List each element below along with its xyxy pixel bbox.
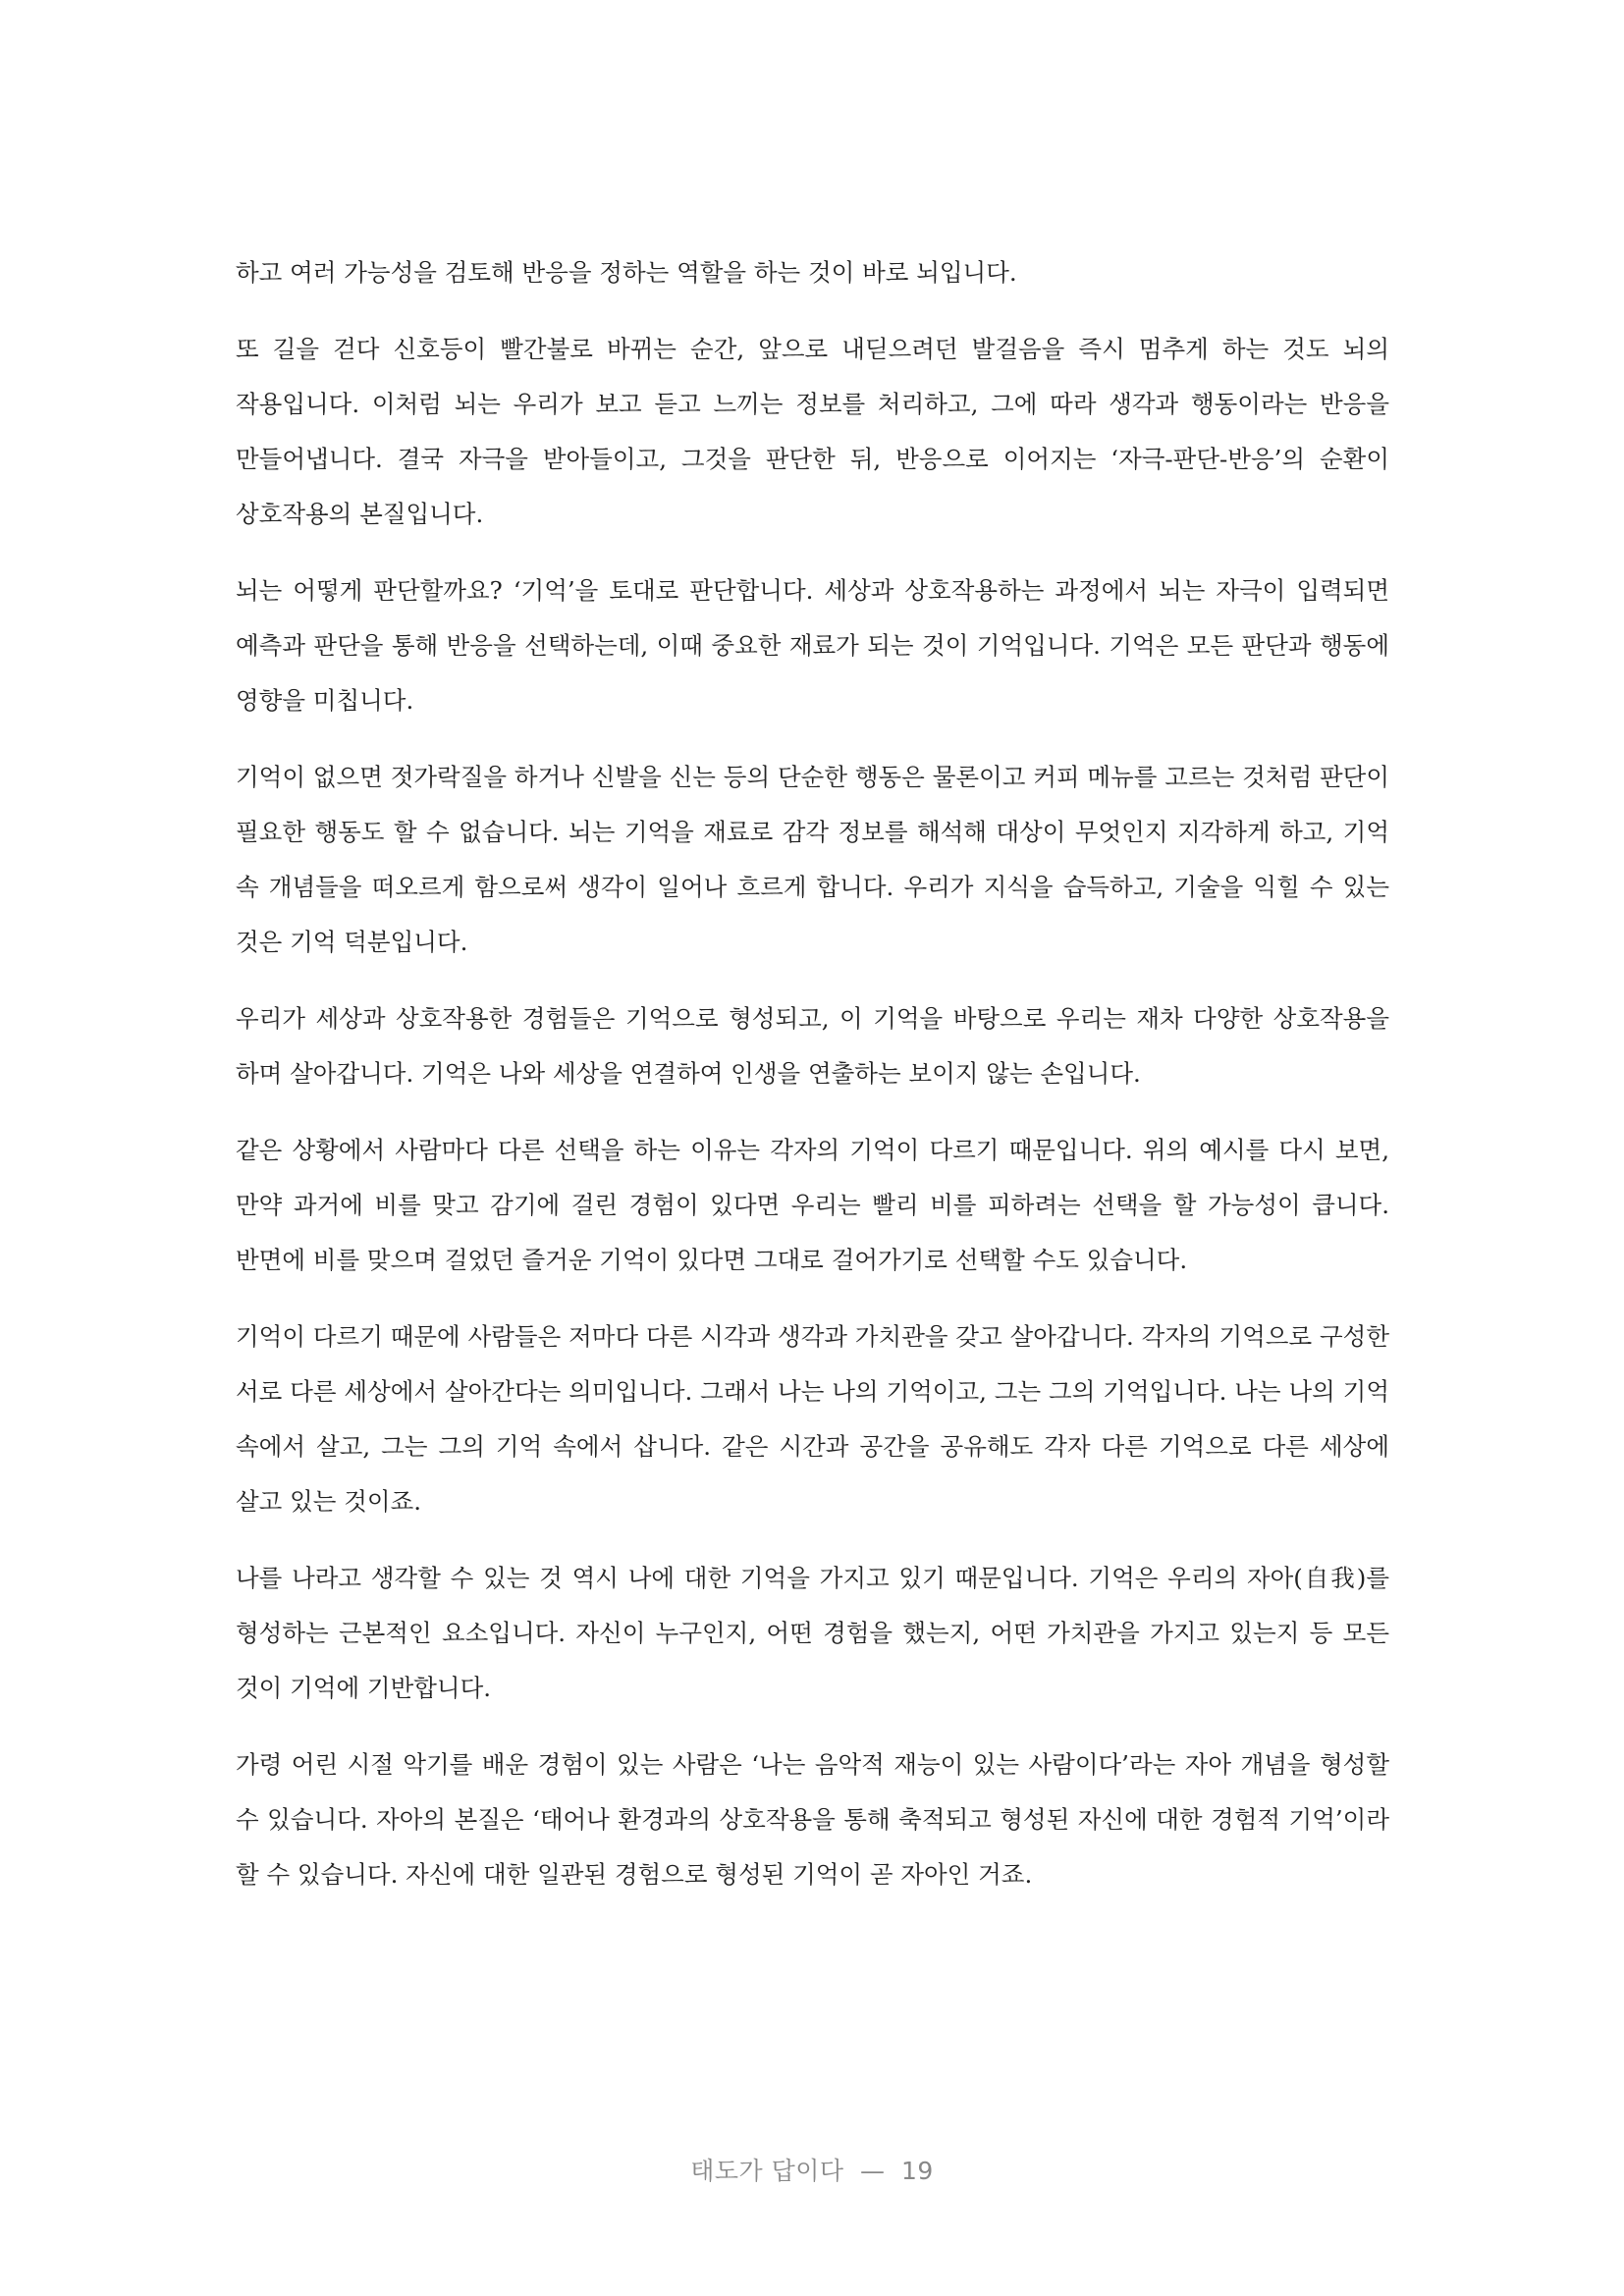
paragraph-9: 가령 어린 시절 악기를 배운 경험이 있는 사람은 ‘나는 음악적 재능이 있는 사람이다’라는 자아 개념을 형성할 수 있습니다. 자아의 본질은 ‘태어나 환경과의 상호작용을 통해 축적되고 형성된 자신에 대한 경험적 기억’이라 할 수 있습니다. 자신에 대한 일관된 경험으로 형성된 기억이 곧 자아인 거죠.: [236, 1750, 1389, 1889]
page-number: 19: [900, 2157, 934, 2185]
paragraph-4: 기억이 없으면 젓가락질을 하거나 신발을 신는 등의 단순한 행동은 물론이고 커피 메뉴를 고르는 것처럼 판단이 필요한 행동도 할 수 없습니다. 뇌는 기억을 재료로 감각 정보를 해석해 대상이 무엇인지 지각하게 하고, 기억 속 개념들을 떠오르게 함으로써 생각이 일어나 흐르게 합니다. 우리가 지식을 습득하고, 기술을 익힐 수 있는 것은 기억 덕분입니다.: [236, 763, 1389, 956]
paragraph-8: 나를 나라고 생각할 수 있는 것 역시 나에 대한 기억을 가지고 있기 때문입니다. 기억은 우리의 자아(自我)를 형성하는 근본적인 요소입니다. 자신이 누구인지, 어떤 경험을 했는지, 어떤 가치관을 가지고 있는지 등 모든 것이 기억에 기반합니다.: [236, 1564, 1389, 1702]
paragraph-5: 우리가 세상과 상호작용한 경험들은 기억으로 형성되고, 이 기억을 바탕으로 우리는 재차 다양한 상호작용을 하며 살아갑니다. 기억은 나와 세상을 연결하여 인생을 연출하는 보이지 않는 손입니다.: [236, 1004, 1389, 1088]
book-title: 태도가 답이다: [690, 2157, 844, 2185]
paragraph-6: 같은 상황에서 사람마다 다른 선택을 하는 이유는 각자의 기억이 다르기 때문입니다. 위의 예시를 다시 보면, 만약 과거에 비를 맞고 감기에 걸린 경험이 있다면 우리는 빨리 비를 피하려는 선택을 할 가능성이 큽니다. 반면에 비를 맞으며 걸었던 즐거운 기억이 있다면 그대로 걸어가기로 선택할 수도 있습니다.: [236, 1136, 1389, 1274]
footer-separator: —: [860, 2157, 886, 2185]
page-footer: [0, 2152, 1624, 2187]
paragraph-1: 하고 여러 가능성을 검토해 반응을 정하는 역할을 하는 것이 바로 뇌입니다.: [236, 258, 1017, 287]
paragraph-2: 또 길을 걷다 신호등이 빨간불로 바뀌는 순간, 앞으로 내딛으려던 발걸음을 즉시 멈추게 하는 것도 뇌의 작용입니다. 이처럼 뇌는 우리가 보고 듣고 느끼는 정보를 처리하고, 그에 따라 생각과 행동이라는 반응을 만들어냅니다. 결국 자극을 받아들이고, 그것을 판단한 뒤, 반응으로 이어지는 ‘자극-판단-반응’의 순환이 상호작용의 본질입니다.: [236, 335, 1389, 528]
body-text: [236, 245, 1389, 1924]
paragraph-7: 기억이 다르기 때문에 사람들은 저마다 다른 시각과 생각과 가치관을 갖고 살아갑니다. 각자의 기억으로 구성한 서로 다른 세상에서 살아간다는 의미입니다. 그래서 나는 나의 기억이고, 그는 그의 기억입니다. 나는 나의 기억 속에서 살고, 그는 그의 기억 속에서 삽니다. 같은 시간과 공간을 공유해도 각자 다른 기억으로 다른 세상에 살고 있는 것이죠.: [236, 1322, 1389, 1516]
paragraph-3: 뇌는 어떻게 판단할까요? ‘기억’을 토대로 판단합니다. 세상과 상호작용하는 과정에서 뇌는 자극이 입력되면 예측과 판단을 통해 반응을 선택하는데, 이때 중요한 재료가 되는 것이 기억입니다. 기억은 모든 판단과 행동에 영향을 미칩니다.: [236, 576, 1389, 715]
